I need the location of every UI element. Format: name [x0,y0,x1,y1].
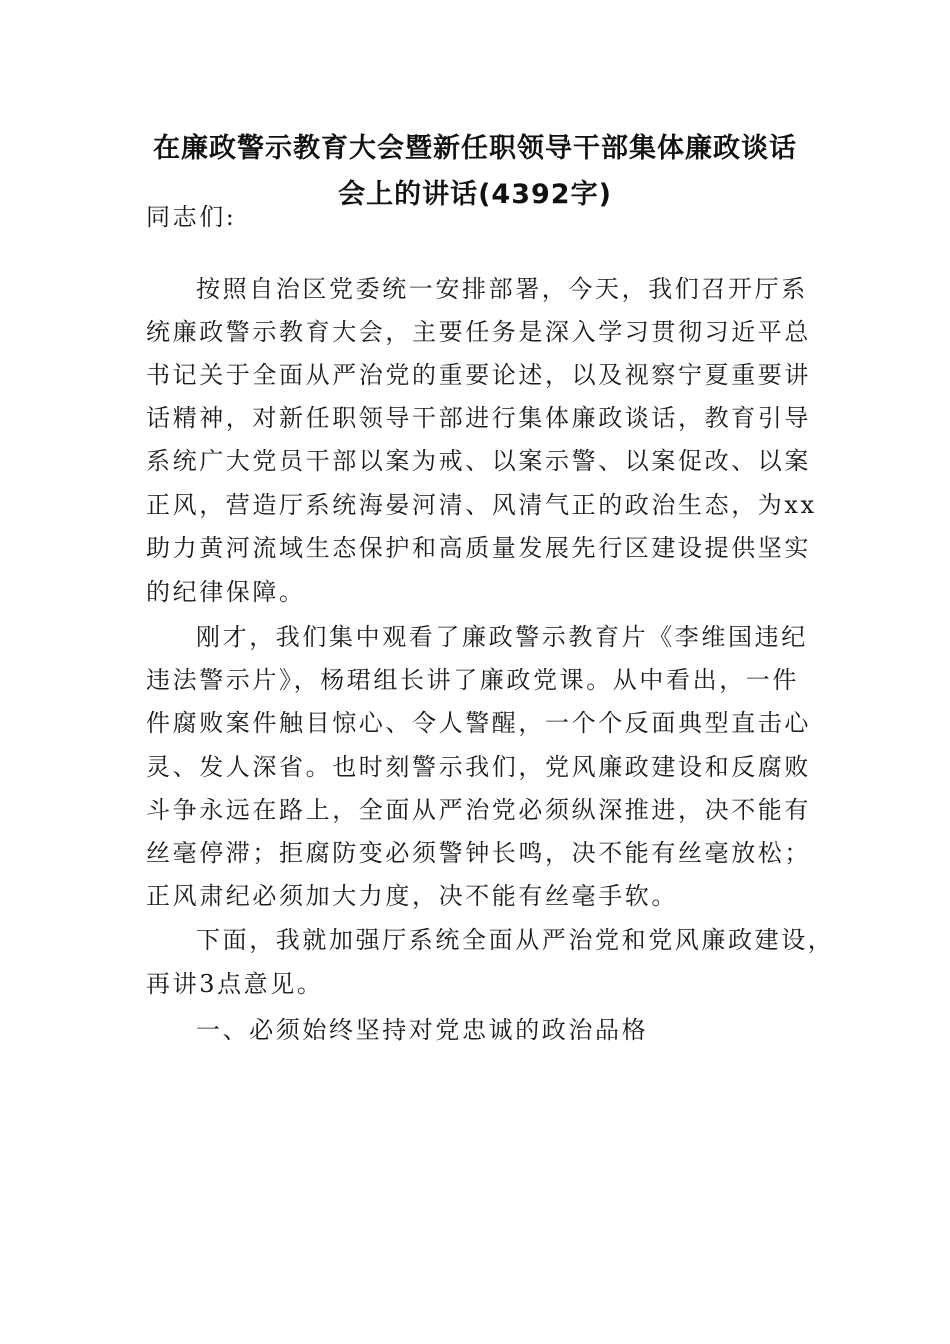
document-title-line-1: 在廉政警示教育大会暨新任职领导干部集体廉政谈话 [153,133,797,164]
section-heading-1: 一、必须始终坚持对党忠诚的政治品格 [196,1016,649,1044]
paragraph-1-line-1: 按照自治区党委统一安排部署，今天，我们召开厅系 [196,275,808,303]
paragraph-3-line-1: 下面，我就加强厅系统全面从严治党和党风廉政建设， [196,926,835,954]
paragraph-2-line-7: 正风肃纪必须加大力度，决不能有丝毫手软。 [146,882,678,910]
paragraph-1-line-8: 的纪律保障。 [146,578,306,606]
salutation: 同志们: [146,203,237,231]
paragraph-2-line-3: 件腐败案件触目惊心、令人警醒，一个个反面典型直击心 [146,709,811,737]
paragraph-2-line-4: 灵、发人深省。也时刻警示我们，党风廉政建设和反腐败 [146,753,811,781]
paragraph-1-line-7: 助力黄河流域生态保护和高质量发展先行区建设提供坚实 [146,534,811,562]
paragraph-1-line-5: 系统广大党员干部以案为戒、以案示警、以案促改、以案 [146,447,811,475]
paragraph-3-line-2: 再讲3点意见。 [146,970,324,998]
paragraph-1-line-6: 正风，营造厅系统海晏河清、风清气正的政治生态，为xx [146,491,817,519]
paragraph-1-line-2: 统廉政警示教育大会，主要任务是深入学习贯彻习近平总 [146,318,811,346]
paragraph-1-line-3: 书记关于全面从严治党的重要论述，以及视察宁夏重要讲 [146,361,811,389]
document-title-line-2: 会上的讲话(4392字) [338,179,612,210]
paragraph-1-line-4: 话精神，对新任职领导干部进行集体廉政谈话，教育引导 [146,404,811,432]
paragraph-2-line-1: 刚才，我们集中观看了廉政警示教育片《李维国违纪 [196,623,808,651]
paragraph-2-line-5: 斗争永远在路上，全面从严治党必须纵深推进，决不能有 [146,796,811,824]
paragraph-2-line-2: 违法警示片》，杨珺组长讲了廉政党课。从中看出，一件 [146,666,799,694]
paragraph-2-line-6: 丝毫停滞；拒腐防变必须警钟长鸣，决不能有丝毫放松； [146,839,811,867]
